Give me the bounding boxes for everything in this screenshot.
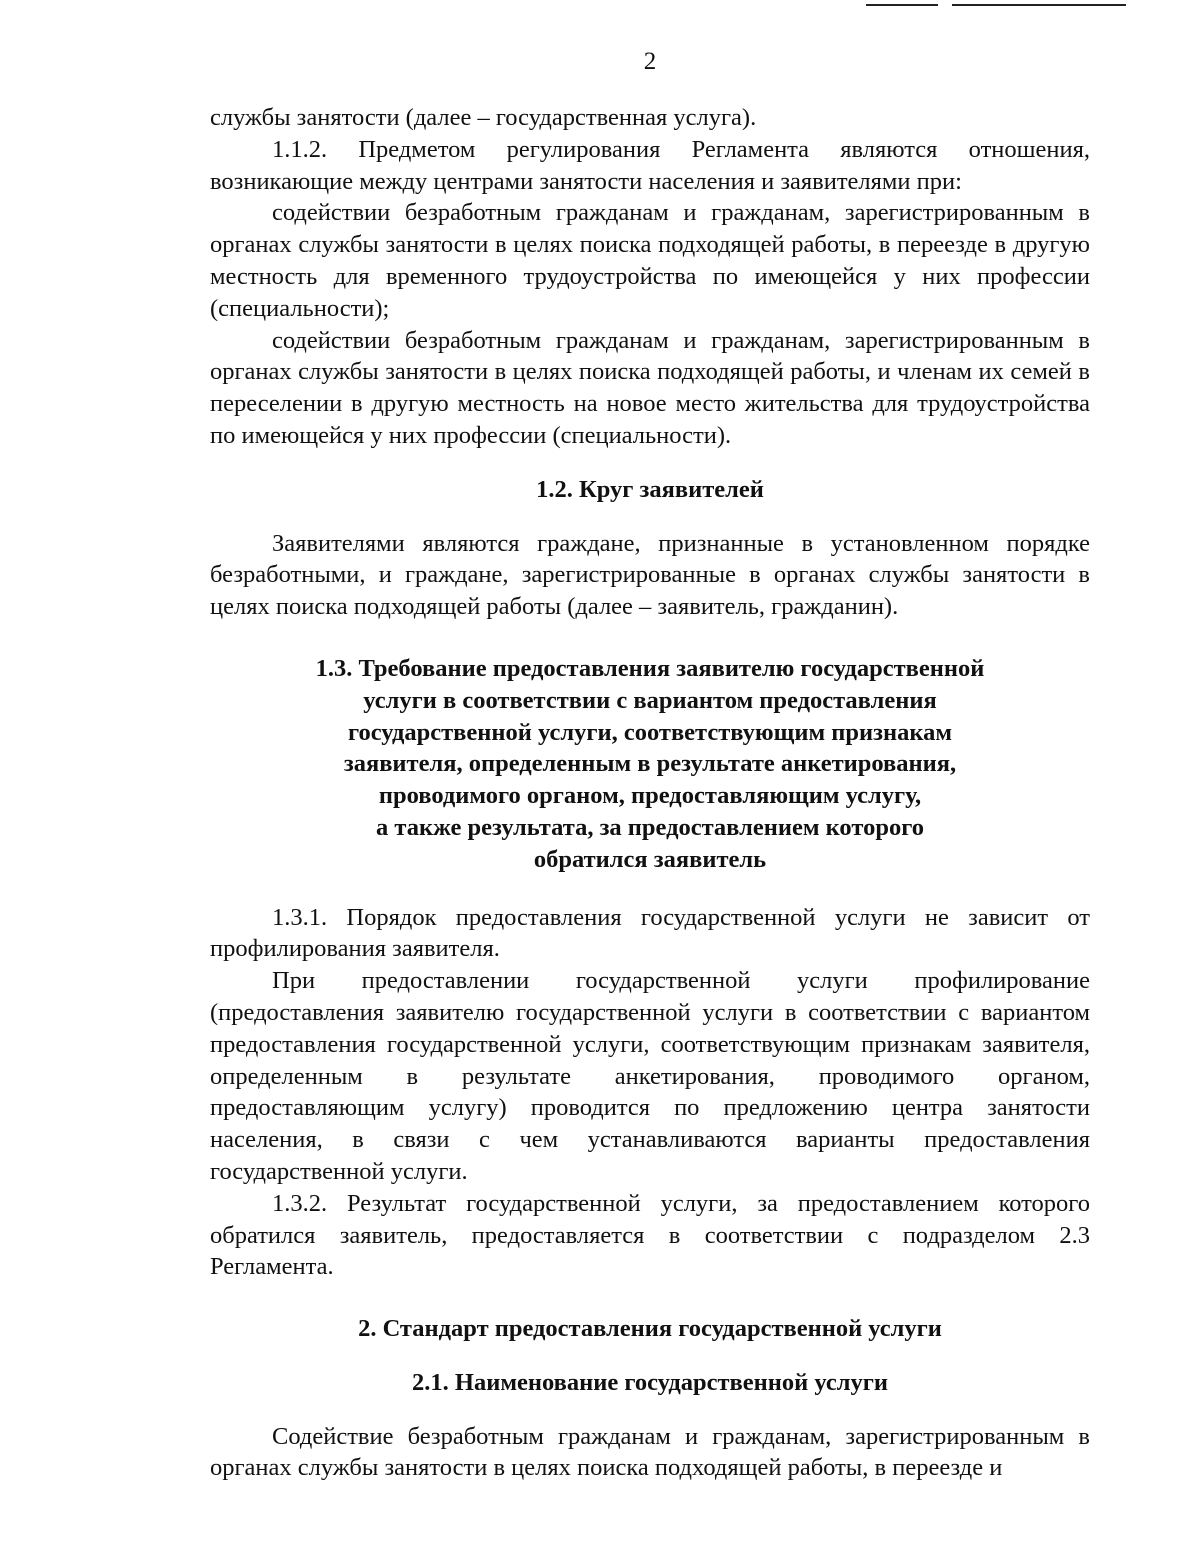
document-body bbox=[210, 102, 1090, 1484]
heading-line: государственной услуги, соответствующим признакам bbox=[347, 718, 953, 746]
heading-line: обратился заявитель bbox=[533, 845, 767, 873]
paragraph: службы занятости (далее – государственная услуга). bbox=[210, 104, 757, 131]
paragraph: 1.1.2. Предметом регулирования Регламента являются отношения, возникающие между центрами занятости населения и заявителями при: bbox=[210, 135, 1090, 195]
page-number: 2 bbox=[643, 48, 657, 75]
paragraph: Содействие безработным гражданам и гражданам, зарегистрированным в органах службы занятости в целях поиска подходящей работы, в переезде и bbox=[210, 1422, 1090, 1482]
paragraph: содействии безработным гражданам и гражданам, зарегистрированным в органах службы занятости в целях поиска подходящей работы, и членам их семей в переселении в другую местность на новое место жительства для трудоустройства по имеющейся у них профессии (специальности). bbox=[210, 326, 1090, 449]
section-heading-2: 2. Стандарт предоставления государственной услуги bbox=[358, 1315, 942, 1343]
top-rule-right bbox=[952, 4, 1126, 6]
paragraph: 1.3.1. Порядок предоставления государственной услуги не зависит от профилирования заявителя. bbox=[210, 903, 1090, 963]
section-heading-1-3 bbox=[210, 653, 1090, 876]
paragraph: При предоставлении государственной услуги профилирование (предоставления заявителю государственной услуги в соответствии с вариантом предоставления государственной услуги, соответствующим признакам заявителя, определенным в результате анкетирования, проводимого органом, предоставляющим услугу) проводится по предложению центра занятости населения, в связи с чем устанавливаются варианты предоставления государственной услуги. bbox=[210, 967, 1090, 1185]
heading-line: проводимого органом, предоставляющим услугу, bbox=[378, 782, 922, 810]
heading-line: заявителя, определенным в результате анкетирования, bbox=[343, 750, 957, 778]
heading-line: а также результата, за предоставлением которого bbox=[376, 813, 924, 841]
section-heading-2-1: 2.1. Наименование государственной услуги bbox=[412, 1368, 888, 1396]
section-heading-1-2: 1.2. Круг заявителей bbox=[536, 475, 764, 503]
paragraph: Заявителями являются граждане, признанные в установленном порядке безработными, и граждане, зарегистрированные в органах службы занятости в целях поиска подходящей работы (далее – заявитель, гражданин). bbox=[210, 529, 1090, 621]
heading-line: услуги в соответствии с вариантом предоставления bbox=[363, 686, 937, 714]
paragraph: содействии безработным гражданам и гражданам, зарегистрированным в органах службы занятости в целях поиска подходящей работы, в переезде в другую местность для временного трудоустройства по имеющейся у них профессии (специальности); bbox=[210, 199, 1090, 322]
top-rule-left bbox=[866, 4, 938, 6]
paragraph: 1.3.2. Результат государственной услуги, за предоставлением которого обратился заявитель, предоставляется в соответствии с подразделом 2.3 Регламента. bbox=[210, 1189, 1090, 1281]
heading-line: 1.3. Требование предоставления заявителю государственной bbox=[315, 654, 985, 682]
